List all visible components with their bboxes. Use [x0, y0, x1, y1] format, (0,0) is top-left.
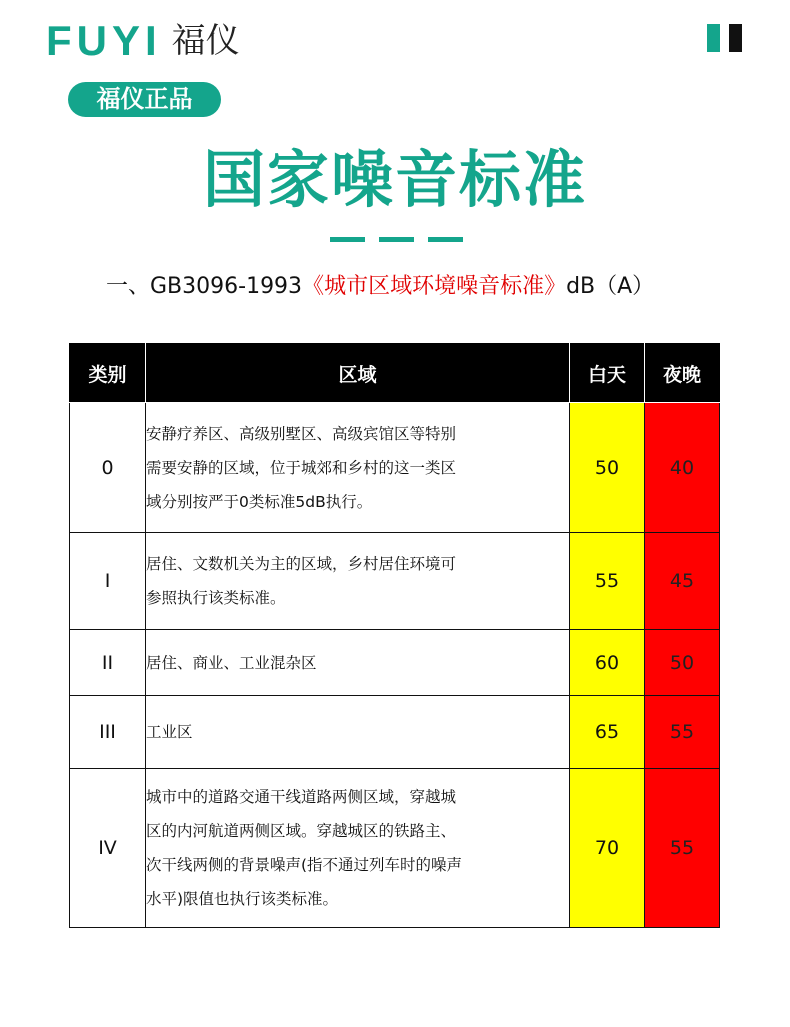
header-night: 夜晚: [645, 344, 720, 403]
category-cell: I: [70, 533, 146, 630]
day-limit-cell: 70: [570, 769, 645, 928]
standard-name: 《城市区域环境噪音标准》: [302, 274, 567, 299]
category-cell: II: [70, 630, 146, 696]
table-row: [70, 403, 720, 533]
area-description-line: 参照执行该类标准。: [146, 589, 286, 607]
area-cell: [146, 533, 570, 630]
night-limit-cell: 55: [645, 769, 720, 928]
table-header-row: [70, 344, 720, 403]
header-category: 类别: [70, 344, 146, 403]
area-cell: [146, 630, 570, 696]
table-row: [70, 769, 720, 928]
category-cell: IV: [70, 769, 146, 928]
category-cell: 0: [70, 403, 146, 533]
area-description-line: 城市中的道路交通干线道路两侧区域，穿越城: [146, 788, 457, 806]
header-day: 白天: [570, 344, 645, 403]
day-limit-cell: 55: [570, 533, 645, 630]
header-area: 区域: [146, 344, 570, 403]
standard-code: 一、GB3096-1993: [106, 274, 303, 299]
area-description-line: 区的内河航道两侧区域。穿越城区的铁路主、: [146, 822, 457, 840]
day-limit-cell: 50: [570, 403, 645, 533]
table-row: [70, 630, 720, 696]
area-description-line: 需要安静的区域，位于城郊和乡村的这一类区: [146, 458, 457, 477]
night-limit-cell: 40: [645, 403, 720, 533]
logo-latin-text: FUYI: [46, 17, 162, 64]
logo-chinese-text: 福仪: [171, 21, 240, 61]
genuine-product-badge: 福仪正品: [68, 82, 221, 117]
category-cell: III: [70, 696, 146, 769]
standard-unit: dB（A）: [566, 274, 655, 299]
day-limit-cell: 60: [570, 630, 645, 696]
corner-brand-mark-icon: [707, 24, 742, 52]
night-limit-cell: 45: [645, 533, 720, 630]
table-row: [70, 533, 720, 630]
area-cell: [146, 769, 570, 928]
standard-subtitle: [106, 270, 654, 304]
table-row: [70, 696, 720, 769]
area-description-line: 居住、文数机关为主的区域，乡村居住环境可: [146, 555, 457, 573]
area-description-line: 安静疗养区、高级别墅区、高级宾馆区等特别: [146, 424, 457, 443]
brand-logo: [46, 17, 240, 64]
page-title: 国家噪音标准: [202, 143, 587, 216]
area-cell: [146, 403, 570, 533]
night-limit-cell: 50: [645, 630, 720, 696]
title-divider: [330, 237, 463, 242]
night-limit-cell: 55: [645, 696, 720, 769]
day-limit-cell: 65: [570, 696, 645, 769]
area-description-line: 次干线两侧的背景噪声(指不通过列车时的噪声: [146, 856, 463, 874]
noise-standard-table: [69, 343, 720, 928]
area-description-line: 工业区: [146, 723, 193, 741]
area-description-line: 域分别按严于0类标准5dB执行。: [146, 492, 373, 511]
area-cell: [146, 696, 570, 769]
area-description-line: 居住、商业、工业混杂区: [146, 653, 317, 672]
area-description-line: 水平)限值也执行该类标准。: [146, 890, 339, 908]
